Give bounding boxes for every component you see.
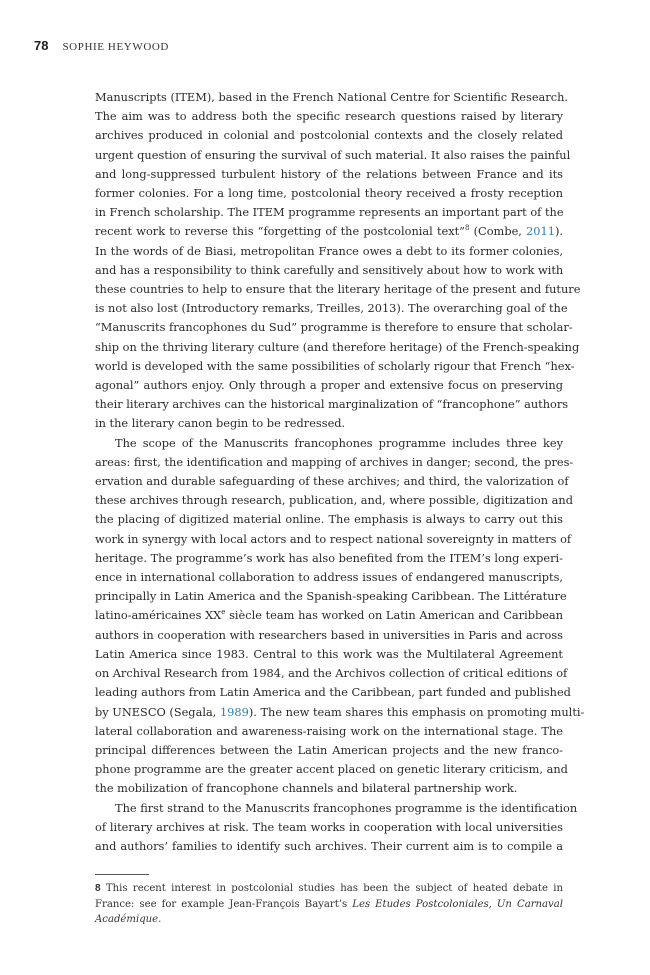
- footnote-number: 8: [95, 883, 101, 894]
- text-line: lateral collaboration and awareness-raising work on the international stage. The: [95, 723, 563, 738]
- text-line: authors in cooperation with researchers based in universities in Paris and across: [95, 627, 563, 642]
- text-line: phone programme are the greater accent placed on genetic literary criticism, and: [95, 762, 568, 777]
- text-line: principal differences between the Latin American projects and the new franco-: [95, 742, 563, 757]
- citation-link[interactable]: 2011: [526, 224, 555, 239]
- text-span: latino-américaines XX: [95, 608, 222, 623]
- text-line: In the words of de Biasi, metropolitan France owes a debt to its former colonies,: [95, 243, 563, 258]
- text-line: is not also lost (Introductory remarks, Treilles, 2013). The overarching goal of the: [95, 301, 568, 316]
- footnote-line-3: Académique.: [95, 914, 162, 925]
- text-line: work in synergy with local actors and to respect national sovereignty in matters of: [95, 531, 572, 546]
- text-line: these archives through research, publication, and, where possible, digitization and: [95, 493, 573, 508]
- text-line: areas: first, the identification and mapping of archives in danger; second, the pres-: [95, 454, 574, 469]
- running-header: [34, 38, 169, 53]
- text-line: The first strand to the Manuscrits francophones programme is the identification: [115, 800, 578, 815]
- paragraph-2: [95, 434, 585, 799]
- text-line: The scope of the Manuscrits francophones programme includes three key: [115, 435, 563, 450]
- paragraph-3: [95, 799, 578, 857]
- text-line: [95, 606, 563, 625]
- text-line: heritage. The programme’s work has also benefited from the ITEM’s long experi-: [95, 550, 563, 565]
- text-line: in the literary canon begin to be redressed.: [95, 416, 346, 431]
- text-line: Latin America since 1983. Central to this work was the Multilateral Agreement: [95, 646, 563, 661]
- text-line: and authors’ families to identify such archives. Their current aim is to compile a: [95, 838, 563, 853]
- text-line: ship on the thriving literary culture (and therefore heritage) of the French-speaking: [95, 339, 580, 354]
- text-span: siècle team has worked on Latin American and Caribbean: [225, 608, 564, 623]
- text-line: Manuscripts (ITEM), based in the French National Centre for Scientific Research.: [95, 90, 568, 104]
- text-line: of literary archives at risk. The team works in cooperation with local universities: [95, 819, 563, 834]
- text-line: world is developed with the same possibilities of scholarly rigour that French “hex-: [95, 358, 575, 373]
- footnote-line-2: France: see for example Jean-François Bayart’s Les Etudes Postcoloniales, Un Carnaval: [95, 898, 563, 910]
- text-span: by UNESCO (Segala,: [95, 704, 220, 719]
- text-line: “Manuscrits francophones du Sud” programme is therefore to ensure that scholar-: [95, 320, 573, 335]
- text-line: in French scholarship. The ITEM programme represents an important part of the: [95, 205, 564, 220]
- text-line: leading authors from Latin America and the Caribbean, part funded and published: [95, 685, 571, 700]
- text-line: principally in Latin America and the Spanish-speaking Caribbean. The Littérature: [95, 589, 567, 604]
- text-span: (Combe,: [469, 224, 527, 239]
- footnote-rule: [95, 874, 149, 875]
- text-line: these countries to help to ensure that the literary heritage of the present and future: [95, 282, 581, 297]
- text-line: ervation and durable safeguarding of these archives; and third, the valorization of: [95, 474, 569, 489]
- text-line: The aim was to address both the specific research questions raised by literary: [95, 109, 563, 124]
- text-line: archives produced in colonial and postcolonial contexts and the closely related: [95, 128, 563, 143]
- text-line: and long-suppressed turbulent history of the relations between France and its: [95, 166, 563, 181]
- superscript: e: [221, 608, 226, 617]
- text-span: ).: [554, 224, 563, 239]
- running-head-author: SOPHIE HEYWOOD: [62, 41, 169, 53]
- text-line: [95, 703, 585, 722]
- text-span: recent work to reverse this “forgetting of the postcolonial text”: [95, 224, 465, 239]
- footnote-ref: 8: [464, 224, 470, 233]
- text-line: former colonies. For a long time, postcolonial theory received a frosty reception: [95, 186, 563, 201]
- footnote: [95, 881, 563, 928]
- text-line: [95, 222, 563, 241]
- text-line: ence in international collaboration to address issues of endangered manuscripts,: [95, 570, 563, 585]
- footnote-line-1: 8 This recent interest in postcolonial studies has been the subject of heated debate in: [95, 883, 563, 894]
- text-line: urgent question of ensuring the survival of such material. It also raises the painful: [95, 147, 571, 162]
- text-line: the placing of digitized material online. The emphasis is always to carry out this: [95, 512, 563, 527]
- main-text: [95, 88, 585, 856]
- paragraph-1: [95, 88, 581, 434]
- citation-link[interactable]: 1989: [219, 704, 249, 719]
- text-line: the mobilization of francophone channels and bilateral partnership work.: [95, 781, 518, 796]
- text-line: and has a responsibility to think carefully and sensitively about how to work with: [95, 262, 564, 277]
- text-line: agonal” authors enjoy. Only through a proper and extensive focus on preserving: [95, 378, 563, 393]
- text-line: their literary archives can the historical marginalization of “francophone” authors: [95, 397, 569, 412]
- text-line: on Archival Research from 1984, and the Archivos collection of critical editions of: [95, 666, 568, 681]
- text-span: ). The new team shares this emphasis on promoting multi-: [248, 704, 585, 719]
- page-number: 78: [34, 38, 49, 53]
